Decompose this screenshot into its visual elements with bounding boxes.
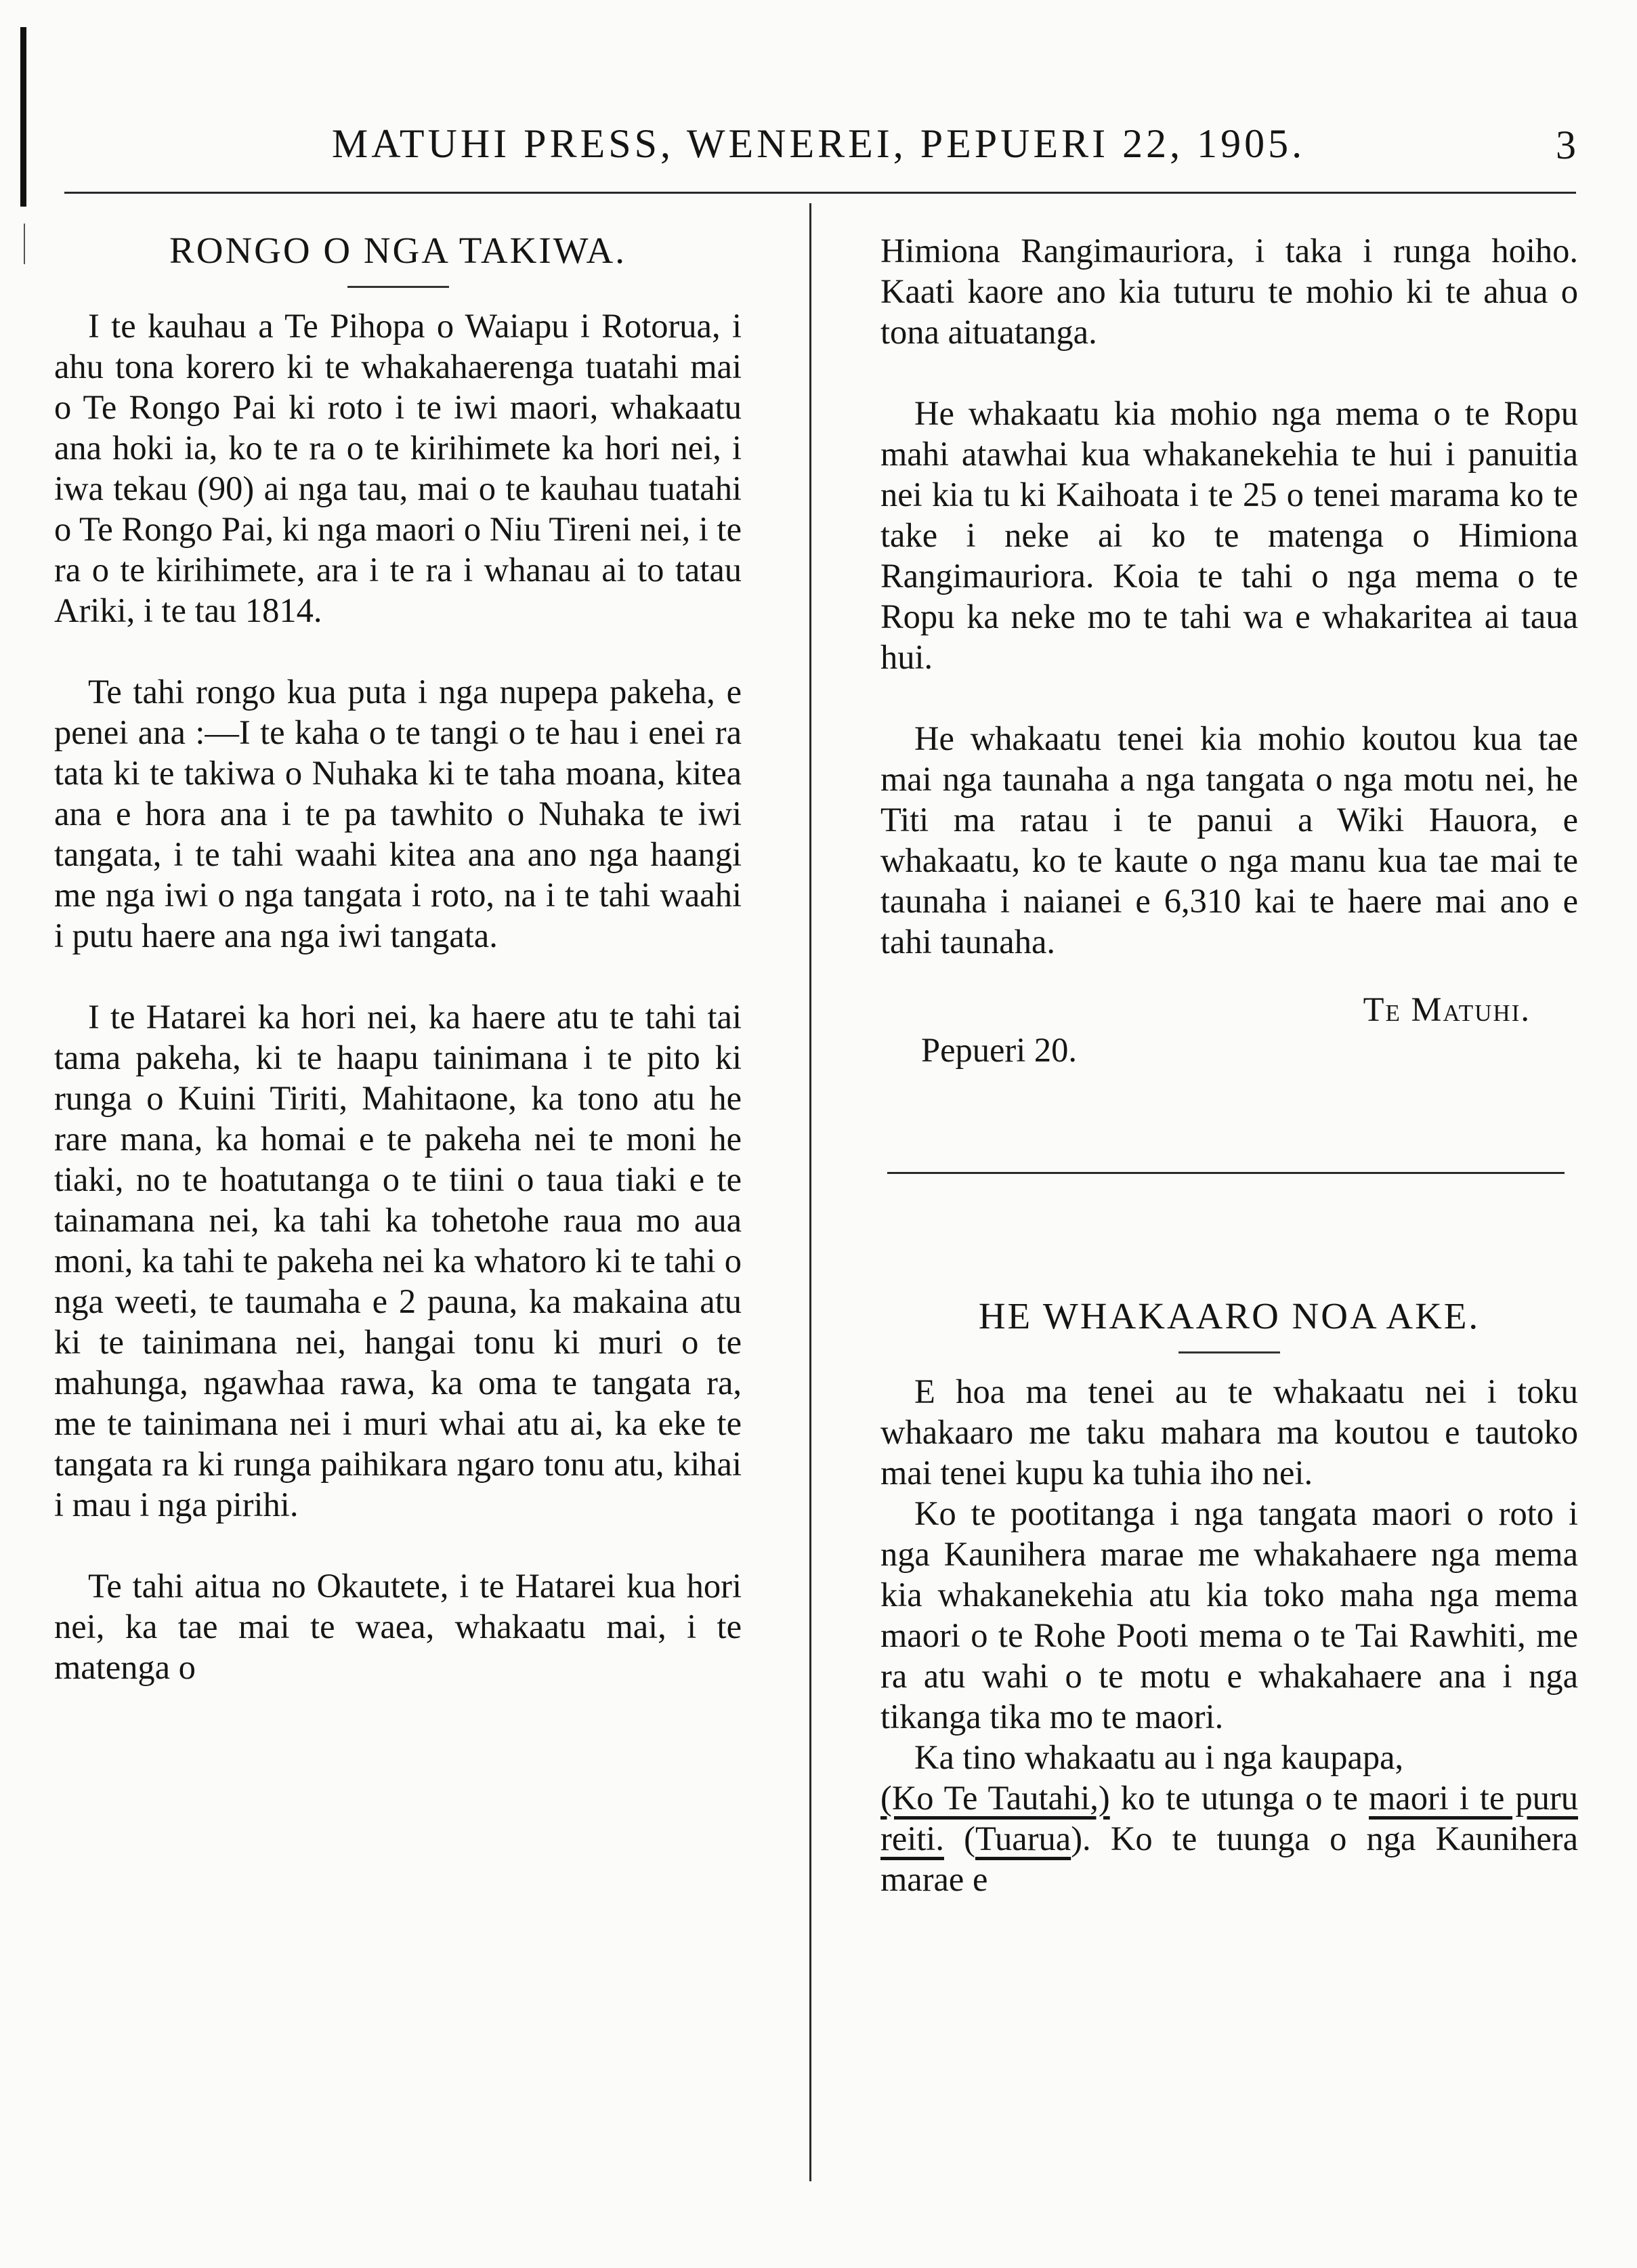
underlined-text: Tuarua bbox=[975, 1820, 1071, 1857]
signature-block bbox=[880, 989, 1578, 1097]
left-column bbox=[54, 230, 742, 1687]
headline-rule bbox=[1178, 1351, 1280, 1353]
headline-rule bbox=[347, 286, 449, 288]
paragraph: Himiona Rangimauriora, i taka i runga hoiho. Kaati kaore ano kia tuturu te mohio ki te ahua o tona aituatanga. bbox=[880, 232, 1578, 351]
paragraph: Te tahi aitua no Okautete, i te Hatarei kua hori nei, ka tae mai te waea, whakaatu mai, i te matenga o bbox=[54, 1567, 742, 1686]
paragraph-with-underlines: Ka tino whakaatu au i nga kaupapa, (Ko Te Tautahi,) ko te utunga o te maori i te puru reiti. (Tuarua). Ko te tuunga o nga Kaunihera marae e bbox=[880, 1738, 1578, 1898]
page-edge-mark-small bbox=[24, 224, 25, 264]
signature: Te Matuhi. bbox=[1363, 990, 1531, 1028]
paragraph: I te kauhau a Te Pihopa o Waiapu i Rotorua, i ahu tona korero ki te whakahaerenga tuatahi mai o Te Rongo Pai ki roto i te iwi maori, whakaatu ana hoki ia, ko te ra o te kirihimete ka hori nei, i iwa tekau (90) ai nga tau, mai o te kauhau tuatahi o Te Rongo Pai, ki nga maori o Niu Tireni nei, i te ra o te kirihimete, ara i te ra i whanau ai to tatau Ariki, i te tau 1814. bbox=[54, 307, 742, 629]
paragraph: He whakaatu tenei kia mohio koutou kua tae mai nga taunaha a nga tangata o nga motu nei, he Titi ma ratau i te panui a Wiki Hauora, e whakaatu, ko te kaute o nga manu kua tae mai te taunaha i naianei e 6,310 kai te haere mai ano e tahi taunaha. bbox=[880, 719, 1578, 961]
underlined-text: (Ko Te Tautahi,) bbox=[880, 1779, 1110, 1817]
header-rule bbox=[64, 192, 1576, 194]
dateline: Pepueri 20. bbox=[921, 1031, 1078, 1069]
article-headline-whakaaro: HE WHAKAARO NOA AKE. bbox=[978, 1295, 1481, 1337]
masthead-title: MATUHI PRESS, WENEREI, PEPUERI 22, 1905. bbox=[331, 121, 1306, 166]
page-number: 3 bbox=[1556, 123, 1576, 167]
underlined-text: maori i te puru reiti. bbox=[880, 1779, 1578, 1857]
article-body bbox=[880, 1371, 1578, 1899]
paragraph: I te Hatarei ka hori nei, ka haere atu te tahi tai tama pakeha, ki te haapu tainimana i te pito ki runga o Kuini Tiriti, Mahitaone, ka tono atu he rare mana, ka homai e te pakeha nei te moni he tiaki, no te hoatutanga o te tiini o taua tiaki e te tainamana nei, ka tahi ka tohetohe raua mo aua moni, ka tahi te pakeha nei ka whatoro ki te tahi o nga weeti, te taumaha e 2 pauna, ka makaina atu ki te tainimana nei, hangai tonu ki muri o te mahunga, ngawhaa rawa, ka oma te tangata ra, me te tainimana nei i muri whai atu ai, ka eke te tangata ra ki runga paihikara ngaro tonu atu, kihai i mau i nga pirihi. bbox=[54, 998, 742, 1524]
paragraph: E hoa ma tenei au te whakaatu nei i toku whakaaro me taku mahara ma koutou e tautoko mai tenei kupu ka tuhia iho nei. bbox=[880, 1372, 1578, 1492]
column-divider bbox=[809, 203, 811, 2181]
paragraph: Ko te pootitanga i nga tangata maori o roto i nga Kaunihera marae me whakahaere nga mema kia whakanekehia atu kia toko maha nga mema maori o te Rohe Pooti mema o te Tai Rawhiti, me ra atu wahi o te motu e whakahaere ana i nga tikanga tika mo te maori. bbox=[880, 1494, 1578, 1736]
article-headline-rongo: RONGO O NGA TAKIWA. bbox=[169, 230, 626, 271]
paragraph: Te tahi rongo kua puta i nga nupepa pakeha, e penei ana :—I te kaha o te tangi o te hau i enei ra tata ki te takiwa o Nuhaka ki te taha moana, kitea ana e hora ana i te pa tawhito o Nuhaka te iwi tangata, i te tahi waahi kitea ana ano nga haangi me nga iwi o nga tangata i roto, na i te tahi waahi i putu haere ana nga iwi tangata. bbox=[54, 673, 742, 954]
page-edge-mark bbox=[20, 27, 26, 207]
paragraph: He whakaatu kia mohio nga mema o te Ropu mahi atawhai kua whakanekehia te hui i panuitia nei kia tu ki Kaihoata i te 25 o tenei marama ko te take i neke ai ko te matenga o Himiona Rangimauriora. Koia te tahi o nga mema o te Ropu ka neke mo te tahi wa e whakaritea ai taua hui. bbox=[880, 394, 1578, 676]
right-column bbox=[880, 230, 1578, 1899]
